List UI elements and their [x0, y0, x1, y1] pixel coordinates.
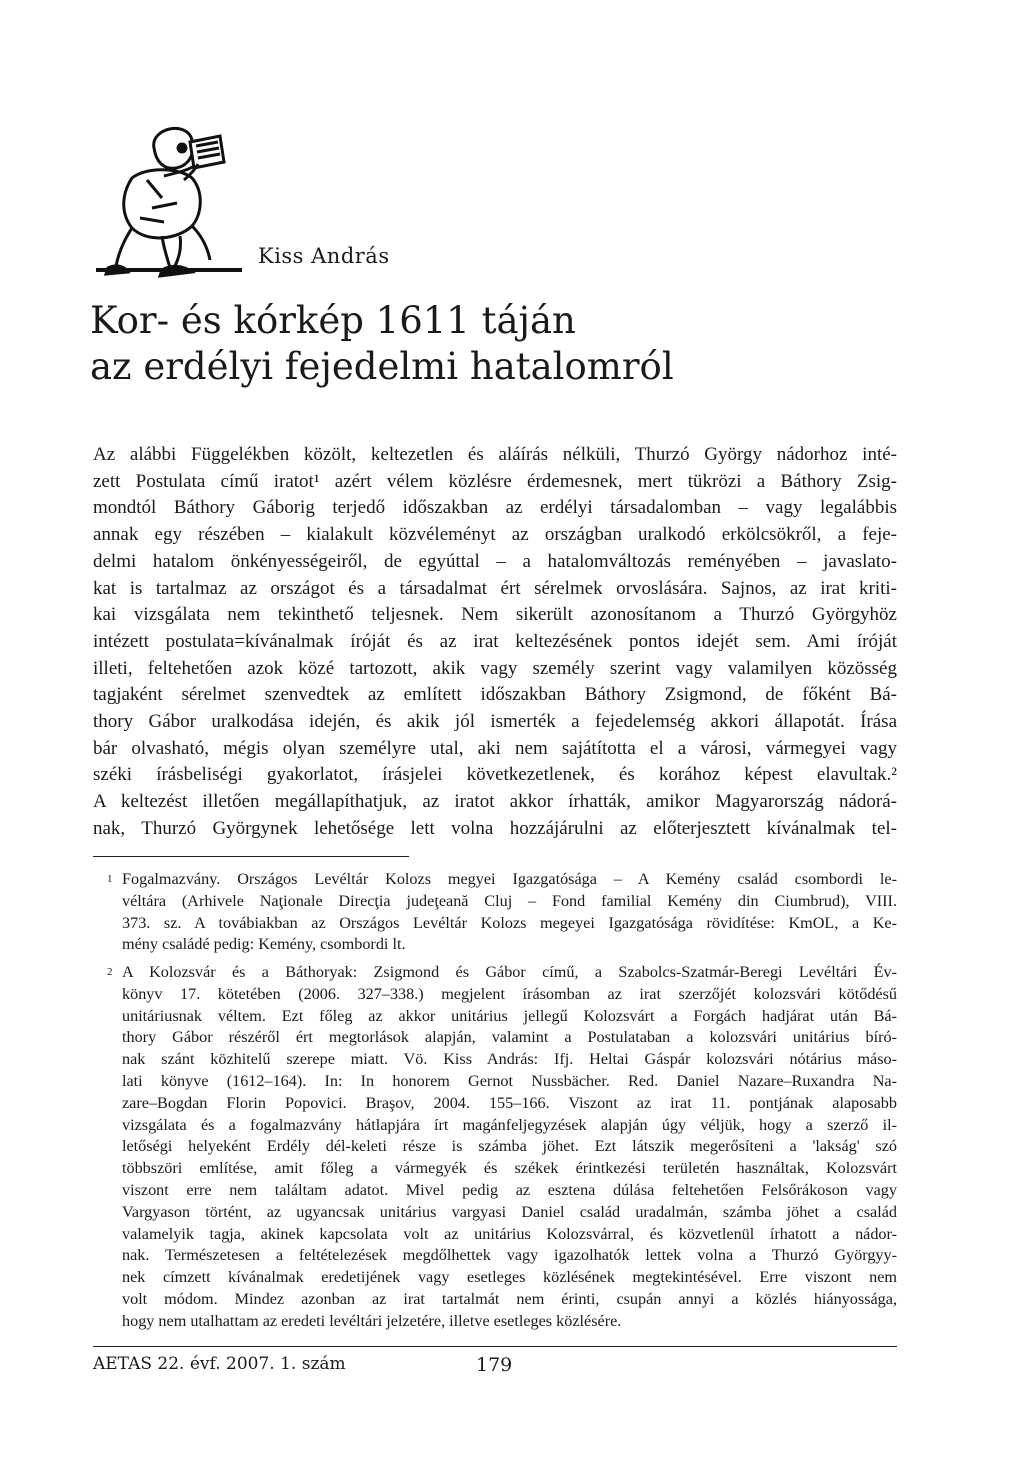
body-line: Az alábbi Függelékben közölt, keltezetlen és aláírás nélküli, Thurzó György nádorhoz inté- [93, 444, 897, 465]
body-line: delmi hatalom önkényességeiről, de egyúttal – a hatalomváltozás reményében – javaslato- [93, 550, 897, 572]
body-line: széki írásbeliségi gyakorlatot, írásjelei következetlenek, és korához képest elavultak.² [93, 764, 897, 786]
footnote-line: lati könyve (1612–164). In: In honorem Gernot Nussbächer. Red. Daniel Nazare–Ruxandra Na- [122, 1071, 897, 1090]
body-line: mondtól Báthory Gáborig terjedő időszakban az erdélyi társadalomban – vagy legalábbis [93, 497, 897, 519]
title-line: Kor- és kórkép 1611 táján [90, 299, 576, 342]
footnote-number: 1 [107, 873, 113, 885]
body-text [93, 442, 897, 843]
footnote-line: nak. Természetesen a feltételezések megdőlhettek vagy igazolhatók lettek volna a Thurzó Györgyy- [122, 1246, 897, 1265]
title-line: az erdélyi fejedelmi hatalomról [90, 345, 674, 388]
body-line: intézett postulata=kívánalmak íróját és az irat keltezésének pontos idejét sem. Ami íróját [93, 630, 897, 652]
footnote-line: hogy nem utalhattam az eredeti levéltári jelzetére, illetve esetleges közlésére. [122, 1311, 622, 1330]
article-title [90, 298, 930, 390]
footnote-number: 2 [107, 966, 113, 978]
footnote-line: viszont erre nem találtam adatot. Mivel pedig az esztena dúlása feltehetően Felsőrákoson vagy [122, 1180, 897, 1199]
footnote-1 [93, 869, 897, 956]
author-name: Kiss András [258, 244, 390, 268]
page-number: 179 [476, 1354, 513, 1376]
footnote-line: mény családé pedig: Kemény, csombordi lt. [122, 935, 406, 954]
body-line: kat is tartalmaz az országot és a társadalmat ért sérelmek orvoslására. Sajnos, az irat kriti- [93, 577, 897, 599]
body-line: bár olvasható, mégis olyan személyre utal, aki nem sajátította el a városi, vármegyei vagy [93, 737, 897, 759]
footnote-line: vizsgálata és a fogalmazvány hátlapjára írt magánfeljegyzések alapján úgy véljük, hogy a szerző il- [122, 1115, 897, 1134]
footnote-line: thory Gábor részéről ért megtorlások alapján, valamint a Postulataban a kolozsvári unitárius bíró- [122, 1028, 897, 1047]
footnote-line: Fogalmazvány. Országos Levéltár Kolozs megyei Igazgatósága – A Kemény család csombordi le- [122, 870, 897, 888]
body-line: zett Postulata című iratot¹ azért vélem közlésre érdemesnek, mert tükrözi a Báthory Zsig- [93, 470, 897, 492]
footnote-line: A Kolozsvár és a Báthoryak: Zsigmond és Gábor című, a Szabolcs-Szatmár-Beregi Levéltári Év- [122, 963, 897, 981]
body-line: thory Gábor uralkodása idején, és akik jól ismerték a fejedelemség akkori állapotát. Írása [93, 711, 897, 733]
body-line: A keltezést illetően megállapíthatjuk, az iratot akkor írhatták, amikor Magyarország nádorá- [93, 791, 897, 813]
footnote-line: véltára (Arhivele Naţionale Direcţia judeţeană Cluj – Fond familial Kemény din Ciumbrud), VIII. [122, 891, 897, 910]
footnote-line: volt módom. Mindez azonban az irat tartalmát nem érinti, csupán annyi a közlés hiányossága, [122, 1289, 897, 1308]
body-line: nak, Thurzó Györgynek lehetősége lett volna hozzájárulni az előterjesztett kívánalmak tel- [93, 817, 897, 839]
journal-logo-reader-illustration [92, 118, 242, 278]
footnote-line: nak szánt közhitelű szerepe miatt. Vö. Kiss András: Ifj. Heltai Gáspár kolozsvári nótárius máso- [122, 1050, 897, 1069]
body-line: tagjaként sérelmet szenvedtek az említett időszakban Báthory Zsigmond, de főként Bá- [93, 684, 897, 706]
footnote-line: többszöri említése, amit főleg a vármegyék és székek érintkezési területén használtak, Kolozsvárt [122, 1159, 897, 1178]
footnote-line: nek címzett kívánalmak eredetijének vagy esetleges közlésének megtekintésével. Erre viszont nem [122, 1268, 897, 1287]
body-line: kai vizsgálata nem tekinthető teljesnek. Nem sikerült azonosítanom a Thurzó Györgyhöz [93, 604, 897, 626]
body-line: illeti, feltehetően azok közé tartozott, akik vagy személy szerint vagy valamilyen közösség [93, 657, 897, 679]
body-line: annak egy részében – kialakult közvéleményt az országban uralkodó erkölcsökről, a feje- [93, 524, 897, 546]
footer-rule [93, 1346, 897, 1347]
footnote-line: 373. sz. A továbiakban az Országos Levéltár Kolozs megeyei Igazgatósága rövidítése: KmOL, a Ke- [122, 913, 897, 932]
footnote-line: zare–Bogdan Florin Popovici. Braşov, 2004. 155–166. Viszont az irat 11. pontjának alaposabb [122, 1093, 897, 1112]
journal-reference: AETAS 22. évf. 2007. 1. szám [93, 1354, 346, 1374]
footnote-2 [93, 962, 897, 1333]
footnote-line: valamelyik tagja, akinek kapcsolata volt az unitárius Kolozsvárral, és közvetlenül írhatott a nádor- [122, 1224, 897, 1243]
footnote-line: Vargyason történt, az ugyancsak unitárius vargyasi Daniel család uradalmán, számba jöhet a család [122, 1202, 897, 1221]
footnote-line: letőségi helyeként Erdély dél-keleti része is számba jöhet. Ezt látszik megerősíteni a 'lakság' szó [122, 1137, 897, 1156]
footnote-line: unitáriusnak véltem. Ezt főleg az akkor unitárius jellegű Kolozsvárt a Forgách hadjárat után Bá- [122, 1006, 897, 1025]
footnote-line: könyv 17. kötetében (2006. 327–338.) megjelent írásomban az irat szerzőjét kolozsvári kötődésű [122, 984, 897, 1003]
footnote-separator [93, 856, 409, 857]
